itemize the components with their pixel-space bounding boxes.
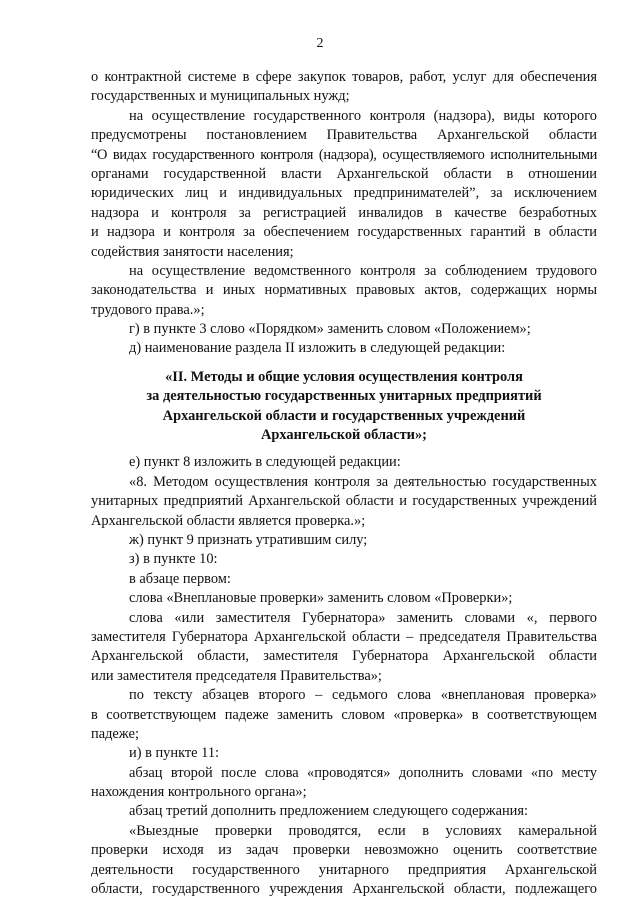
text-line: абзац второй после слова «проводятся» дополнить словами «по месту	[129, 764, 597, 781]
text-line: ж) пункт 9 признать утратившим силу;	[129, 531, 368, 548]
text-line: Архангельской области является проверка.»;	[91, 512, 366, 529]
text-line: “О видах государственного контроля (надзора), осуществляемого исполнительными	[91, 146, 597, 163]
text-line: е) пункт 8 изложить в следующей редакции:	[129, 454, 401, 471]
text-line: юридических лиц и индивидуальных предпринимателей”, за исключением	[91, 185, 597, 202]
text-line: предусмотрены постановлением Правительства Архангельской области	[91, 127, 597, 144]
text-line: Архангельской области, заместителя Губернатора Архангельской области	[91, 648, 597, 665]
text-line: области, государственного учреждения Архангельской области, подлежащего	[91, 881, 597, 898]
text-line: на осуществление ведомственного контроля за соблюдением трудового	[129, 262, 597, 279]
text-line: нахождения контрольного органа»;	[91, 784, 307, 801]
text-line: о контрактной системе в сфере закупок товаров, работ, услуг для обеспечения	[91, 69, 597, 85]
text-line: слова «или заместителя Губернатора» заменить словами «, первого	[129, 609, 597, 626]
section-heading-line: Архангельской области и государственных учреждений	[162, 407, 526, 424]
text-line: «8. Методом осуществления контроля за деятельностью государственных	[129, 473, 597, 490]
text-line: унитарных предприятий Архангельской области и государственных учреждений	[91, 493, 597, 510]
text-line: деятельности государственного унитарного предприятия Архангельской	[91, 861, 597, 878]
text-line: г) в пункте 3 слово «Порядком» заменить словом «Положением»;	[129, 321, 531, 338]
text-line: проверки исходя из задач проверки невозможно оценить соответствие	[91, 842, 597, 859]
text-line: и надзора и контроля за обеспечением государственных гарантий в области	[91, 224, 597, 241]
text-line: на осуществление государственного контроля (надзора), виды которого	[129, 107, 597, 124]
text-line: з) в пункте 10:	[129, 551, 218, 568]
text-line: трудового права.»;	[91, 301, 205, 318]
text-line: абзац третий дополнить предложением следующего содержания:	[129, 803, 529, 820]
text-line: заместителя Губернатора Архангельской области – председателя Правительства	[91, 628, 597, 645]
text-line: содействия занятости населения;	[91, 243, 294, 260]
section-heading-line: «II. Методы и общие условия осуществления контроля	[165, 368, 523, 385]
text-line: органами государственной власти Архангельской области в отношении	[91, 165, 597, 182]
section-heading-line: за деятельностью государственных унитарных предприятий	[146, 388, 542, 405]
text-line: законодательства и иных нормативных правовых актов, содержащих нормы	[91, 282, 597, 299]
text-line: и) в пункте 11:	[129, 745, 220, 762]
text-line: д) наименование раздела II изложить в следующей редакции:	[129, 340, 506, 357]
page-number: 2	[316, 36, 324, 51]
text-line: в абзаце первом:	[129, 570, 231, 587]
text-line: в соответствующем падеже заменить словом «проверка» в соответствующем	[91, 706, 597, 723]
document-body	[91, 68, 597, 899]
text-line: по тексту абзацев второго – седьмого слова «внеплановая проверка»	[129, 687, 597, 704]
text-line: или заместителя председателя Правительства»;	[91, 667, 382, 684]
text-line: «Выездные проверки проводятся, если в условиях камеральной	[129, 822, 597, 839]
text-line: падеже;	[91, 725, 139, 742]
text-line: государственных и муниципальных нужд;	[91, 88, 350, 105]
text-line: слова «Внеплановые проверки» заменить словом «Проверки»;	[129, 590, 513, 607]
text-line: надзора и контроля за регистрацией инвалидов в качестве безработных	[91, 204, 597, 221]
section-heading-line: Архангельской области»;	[261, 427, 427, 444]
